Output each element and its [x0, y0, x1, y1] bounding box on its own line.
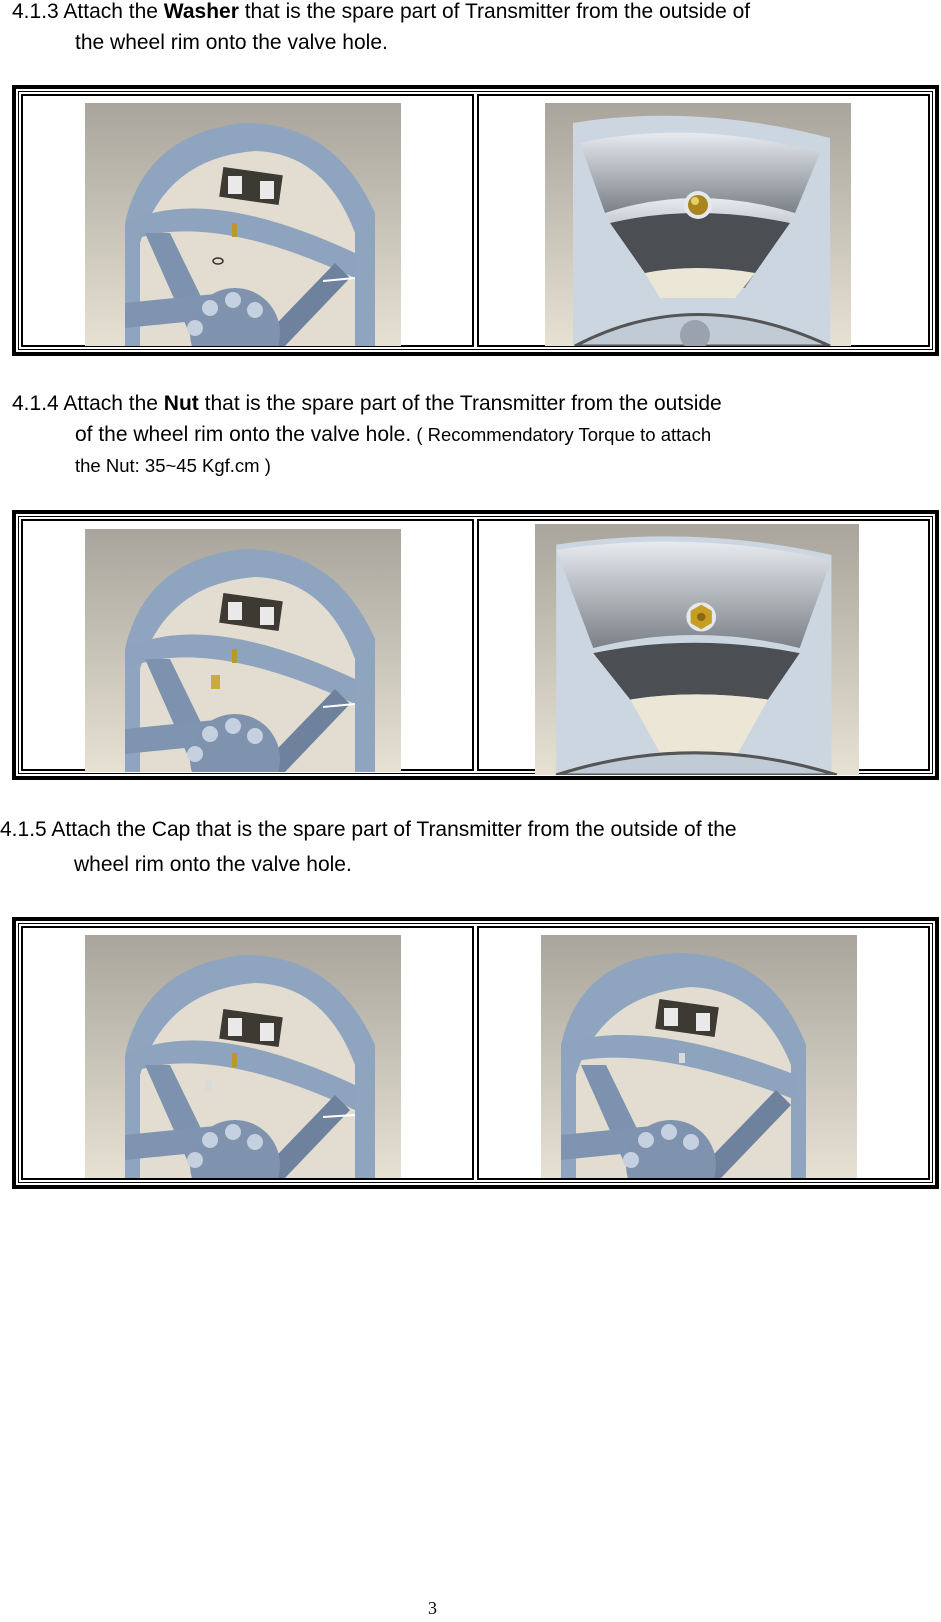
torque-note: ( Recommendatory Torque to attach	[411, 424, 712, 445]
step-4-1-3-text: 4.1.3 Attach the Washer that is the spare part of Transmitter from the outside of the wheel rim onto the valve hole.	[12, 0, 751, 54]
wheel-exploded-nut-image	[85, 529, 401, 772]
part-name: Nut	[163, 392, 199, 415]
rim-outside-washer-image	[545, 103, 851, 346]
image-cell	[477, 926, 930, 1180]
step-number: 4.1.4	[12, 392, 59, 415]
image-cell	[21, 926, 474, 1180]
image-table-4-1-3	[12, 85, 939, 356]
wheel-assembled-cap-image	[541, 935, 857, 1178]
wheel-exploded-washer-image	[85, 103, 401, 346]
step-4-1-4-text: 4.1.4 Attach the Nut that is the spare part of the Transmitter from the outside of the wheel rim onto the valve hole. ( Recommendatory Torque to attach the Nut: 35~45 Kgf.cm )	[12, 388, 722, 481]
wheel-exploded-cap-image	[85, 935, 401, 1178]
image-cell	[21, 94, 474, 347]
step-4-1-5-text: 4.1.5 Attach the Cap that is the spare part of Transmitter from the outside of the wheel rim onto the valve hole.	[0, 818, 737, 876]
image-table-4-1-4	[12, 510, 939, 780]
image-cell	[21, 519, 474, 771]
torque-note-cont: the Nut: 35~45 Kgf.cm )	[75, 455, 271, 476]
part-name: Washer	[163, 0, 239, 23]
rim-outside-nut-image	[535, 524, 859, 775]
page-number: 3	[428, 1598, 437, 1618]
image-cell	[477, 519, 930, 771]
step-number: 4.1.3	[12, 0, 59, 23]
step-number: 4.1.5	[0, 818, 47, 841]
image-table-4-1-5	[12, 917, 939, 1189]
image-cell	[477, 94, 930, 347]
